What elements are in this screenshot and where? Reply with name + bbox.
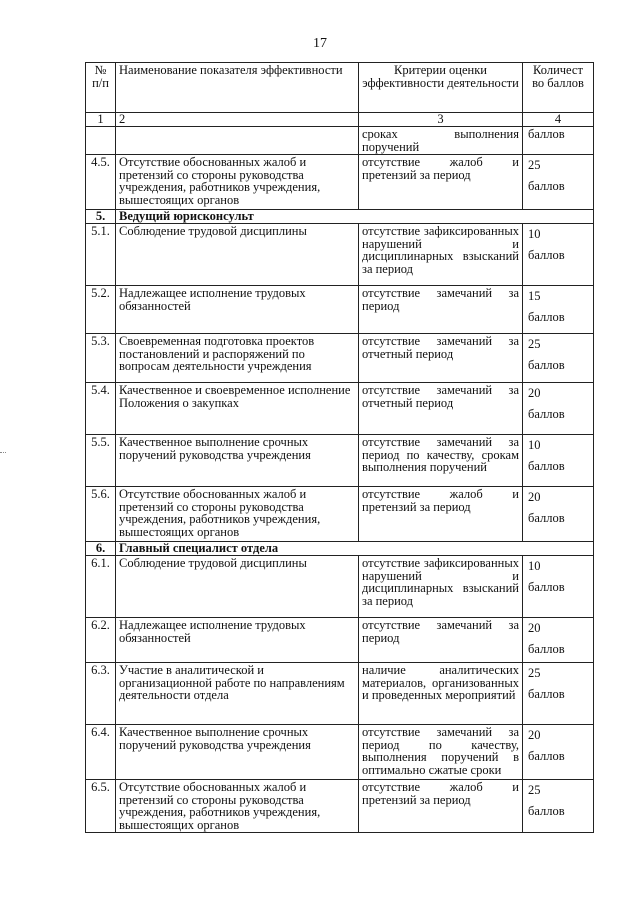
section-number: 5. [86,210,116,224]
column-index: 2 [116,113,359,127]
points-value: 20 [528,490,541,504]
points-value: 10 [528,227,541,241]
row-name: Надлежащее исполнение трудовых обязанностей [116,618,359,663]
row-points [523,487,594,542]
points-value: 10 [528,559,541,573]
row-criteria: отсутствие замечаний за отчетный период [359,334,523,383]
row-points [523,127,594,155]
row-number: 6.2. [86,618,116,663]
table-row [86,725,594,780]
row-number: 4.5. [86,155,116,210]
row-name: Отсутствие обоснованных жалоб и претензий со стороны руководства учреждения, работников учреждения, вышестоящих органов [116,780,359,833]
row-criteria: отсутствие жалоб и претензий за период [359,780,523,833]
row-criteria: отсутствие зафиксированных нарушений и дисциплинарных взысканий за период [359,556,523,618]
row-number: 5.3. [86,334,116,383]
points-value: 25 [528,666,541,680]
row-number: 6.1. [86,556,116,618]
points-unit: баллов [528,686,565,701]
points-unit: баллов [528,357,565,372]
row-number: 5.6. [86,487,116,542]
points-unit: баллов [528,458,565,473]
table-row [86,334,594,383]
table-header-row [86,63,594,113]
table-row [86,224,594,286]
section-row [86,542,594,556]
row-name: Отсутствие обоснованных жалоб и претензий со стороны руководства учреждения, работников учреждения, вышестоящих органов [116,487,359,542]
continuation-row [86,127,594,155]
points-unit: баллов [528,641,565,656]
row-points [523,286,594,334]
points-unit: баллов [528,309,565,324]
row-points [523,780,594,833]
header-criteria: Критерии оценки эффективности деятельности [359,63,523,113]
column-index-row [86,113,594,127]
row-points [523,663,594,725]
row-name: Соблюдение трудовой дисциплины [116,556,359,618]
row-number: 5.1. [86,224,116,286]
row-criteria: отсутствие замечаний за период [359,618,523,663]
points-unit: баллов [528,510,565,525]
points-unit: баллов [528,127,565,141]
section-title: Ведущий юрисконсульт [116,210,594,224]
points-value: 20 [528,621,541,635]
row-name: Качественное выполнение срочных поручений руководства учреждения [116,725,359,780]
row-criteria: отсутствие замечаний за период по качеству, выполнения поручений в оптимально сжатые сроки [359,725,523,780]
column-index: 4 [523,113,594,127]
points-unit: баллов [528,178,565,193]
table-row [86,286,594,334]
margin-mark [0,452,6,457]
row-points [523,383,594,435]
column-index: 3 [359,113,523,127]
row-number: 6.5. [86,780,116,833]
header-name: Наименование показателя эффективности [116,63,359,113]
points-value: 25 [528,158,541,172]
row-name: Надлежащее исполнение трудовых обязанностей [116,286,359,334]
row-number: 6.3. [86,663,116,725]
table-row [86,487,594,542]
points-unit: баллов [528,803,565,818]
table-row [86,155,594,210]
row-criteria: наличие аналитических материалов, организованных и проведенных мероприятий [359,663,523,725]
row-criteria: отсутствие замечаний за период [359,286,523,334]
row-criteria: сроках выполнения поручений [359,127,523,155]
section-title: Главный специалист отдела [116,542,594,556]
row-number [86,127,116,155]
header-num: № п/п [86,63,116,113]
row-criteria: отсутствие замечаний за отчетный период [359,383,523,435]
points-unit: баллов [528,247,565,262]
row-points [523,556,594,618]
table-row [86,556,594,618]
points-unit: баллов [528,748,565,763]
row-criteria: отсутствие зафиксированных нарушений и дисциплинарных взысканий за период [359,224,523,286]
performance-criteria-table [85,62,594,833]
points-value: 25 [528,783,541,797]
row-number: 5.2. [86,286,116,334]
row-points [523,334,594,383]
row-points [523,725,594,780]
row-number: 5.4. [86,383,116,435]
row-points [523,224,594,286]
points-unit: баллов [528,406,565,421]
points-unit: баллов [528,579,565,594]
row-points [523,435,594,487]
row-criteria: отсутствие замечаний за период по качеству, срокам выполнения поручений [359,435,523,487]
points-value: 25 [528,337,541,351]
points-value: 20 [528,386,541,400]
row-points [523,618,594,663]
column-index: 1 [86,113,116,127]
row-name: Участие в аналитической и организационной работе по направлениям деятельности отдела [116,663,359,725]
row-number: 5.5. [86,435,116,487]
table-row [86,435,594,487]
row-number: 6.4. [86,725,116,780]
section-row [86,210,594,224]
section-number: 6. [86,542,116,556]
header-count: Количест во баллов [523,63,594,113]
row-criteria: отсутствие жалоб и претензий за период [359,487,523,542]
row-name [116,127,359,155]
row-criteria: отсутствие жалоб и претензий за период [359,155,523,210]
page-number: 17 [313,36,327,51]
points-value: 20 [528,728,541,742]
table-row [86,780,594,833]
row-points [523,155,594,210]
table-row [86,618,594,663]
row-name: Качественное выполнение срочных поручений руководства учреждения [116,435,359,487]
table-row [86,663,594,725]
row-name: Своевременная подготовка проектов постановлений и распоряжений по вопросам деятельности учреждения [116,334,359,383]
points-value: 10 [528,438,541,452]
row-name: Качественное и своевременное исполнение Положения о закупках [116,383,359,435]
table-row [86,383,594,435]
row-name: Отсутствие обоснованных жалоб и претензий со стороны руководства учреждения, работников учреждения, вышестоящих органов [116,155,359,210]
points-value: 15 [528,289,541,303]
row-name: Соблюдение трудовой дисциплины [116,224,359,286]
